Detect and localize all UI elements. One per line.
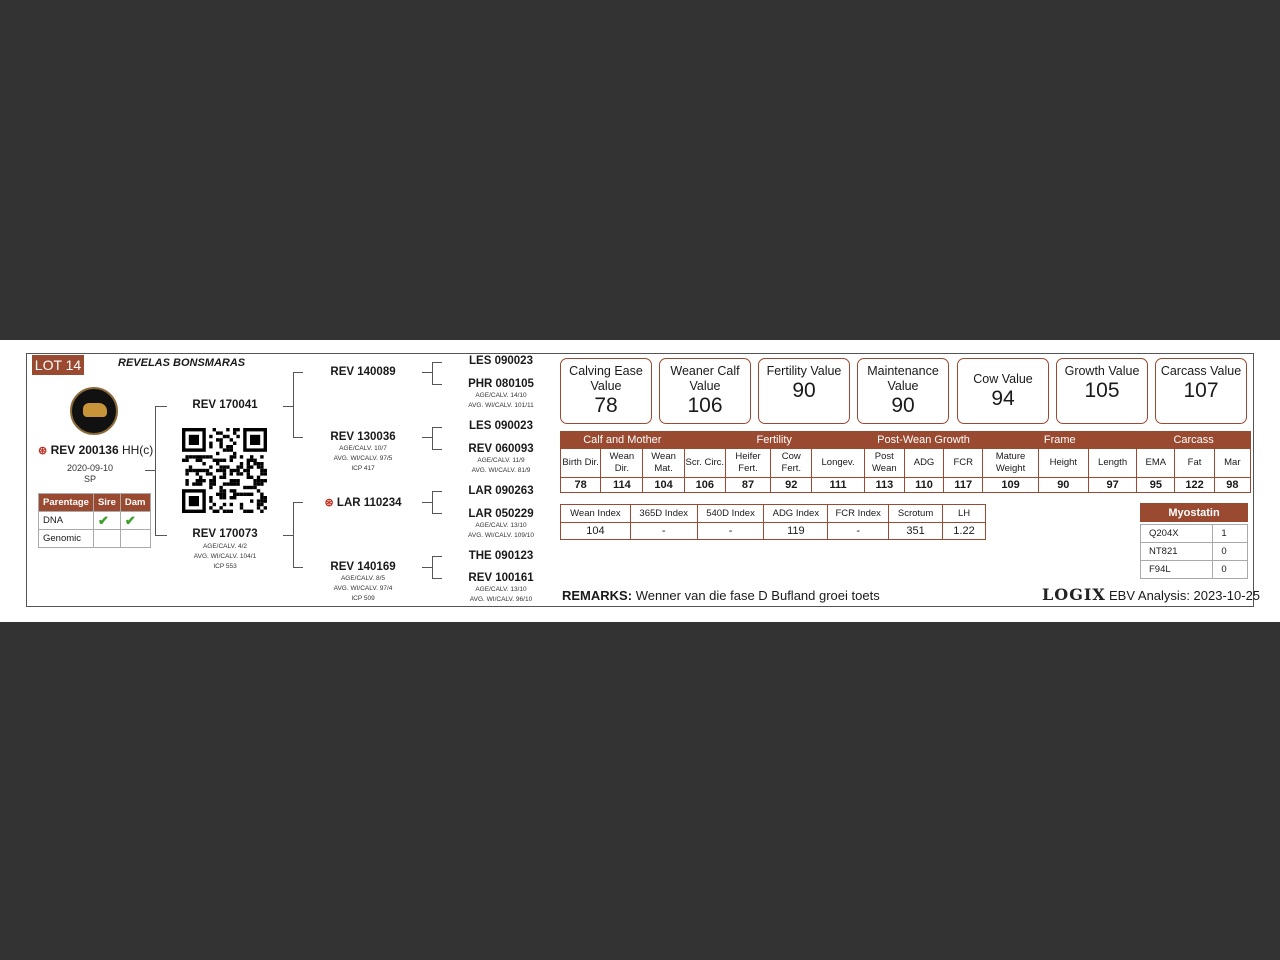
- sd-stats: AGE/CALV. 10/7 AVG. WI/CALV. 97/5 ICP 417: [333, 445, 393, 472]
- value-card-cow: Cow Value 94: [957, 358, 1049, 424]
- pedigree-line: [283, 406, 293, 407]
- sdd-stats: AGE/CALV. 11/9 AVG. WI/CALV. 81/9: [471, 457, 531, 474]
- ebv-trait-row: Birth Dir. Wean Dir. Wean Mat. Scr. Circ. Heifer Fert. Cow Fert. Longev. Post Wean ADG FCR Mature Weight Height Length EMA Fat Mar: [561, 449, 1251, 478]
- myostatin-row: F94L 0: [1141, 561, 1248, 579]
- ss-id: REV 140089: [330, 366, 396, 378]
- remarks: REMARKS: Wenner van die fase D Bufland groei toets: [562, 588, 880, 603]
- dds-id: THE 090123: [468, 550, 534, 562]
- dam-id: REV 170073: [192, 528, 258, 540]
- ebv-group-row: Calf and Mother Fertility Post-Wean Growth Frame Carcass: [561, 432, 1251, 449]
- pedigree-line: [432, 427, 442, 428]
- pedigree-line: [422, 567, 432, 568]
- sd-id: REV 130036: [330, 431, 396, 443]
- value-card-carcass: Carcass Value 107: [1155, 358, 1247, 424]
- ssd-id: PHR 080105: [468, 378, 534, 390]
- animal-id: ⊛ REV 200136 HH(c): [38, 443, 154, 457]
- pedigree-line: [432, 449, 442, 450]
- analysis-date: EBV Analysis: 2023-10-25: [1109, 588, 1261, 603]
- pedigree-line: [293, 372, 294, 438]
- dam-stats: AGE/CALV. 4/2 AVG. WI/CALV. 104/1 ICP 553: [193, 543, 257, 570]
- sds-id: LES 090023: [469, 420, 533, 432]
- index-table: [560, 504, 986, 540]
- dsd-id: LAR 050229: [468, 508, 534, 520]
- ssd-stats: AGE/CALV. 14/10 AVG. WI/CALV. 101/11: [468, 392, 534, 409]
- value-card-fertility: Fertility Value 90: [758, 358, 850, 424]
- registered-icon: ⊛: [38, 445, 48, 457]
- bull-icon: [83, 403, 107, 417]
- sire-id: REV 170041: [192, 399, 258, 411]
- pedigree-line: [432, 362, 433, 384]
- dd-stats: AGE/CALV. 8/5 AVG. WI/CALV. 97/4 ICP 509: [333, 575, 393, 602]
- pedigree-line: [432, 362, 442, 363]
- pedigree-line: [155, 406, 167, 407]
- breeder-logo: [70, 387, 118, 435]
- value-card-maintenance: Maintenance Value 90: [857, 358, 949, 424]
- pedigree-line: [432, 491, 433, 513]
- pedigree-line: [422, 437, 432, 438]
- dss-id: LAR 090263: [468, 485, 534, 497]
- pedigree-line: [432, 384, 442, 385]
- ds-id: ⊛ LAR 110234: [324, 497, 402, 509]
- pedigree-line: [293, 502, 303, 503]
- pedigree-line: [432, 556, 433, 578]
- myostatin-row: NT821 0: [1141, 543, 1248, 561]
- myostatin-row: Q204X 1: [1141, 525, 1248, 543]
- parentage-row: Genomic: [39, 530, 151, 548]
- sss-id: LES 090023: [469, 355, 533, 367]
- pedigree-line: [432, 578, 442, 579]
- pedigree-line: [293, 567, 303, 568]
- pedigree-line: [155, 406, 156, 536]
- parentage-row: DNA ✔ ✔: [39, 512, 151, 530]
- breeder-name: REVELAS BONSMARAS: [118, 357, 246, 369]
- pedigree-line: [422, 372, 432, 373]
- pedigree-line: [145, 470, 155, 471]
- pedigree-line: [432, 513, 442, 514]
- dd-id: REV 140169: [330, 561, 396, 573]
- animal-dob: 2020-09-10: [66, 463, 114, 473]
- animal-type: SP: [83, 474, 96, 484]
- pedigree-line: [422, 502, 432, 503]
- pedigree-line: [293, 437, 303, 438]
- check-icon: ✔: [120, 512, 150, 530]
- dsd-stats: AGE/CALV. 13/10 AVG. WI/CALV. 109/10: [468, 522, 534, 539]
- pedigree-line: [432, 427, 433, 449]
- pedigree-line: [293, 372, 303, 373]
- ebv-value-row: 78 114 104 106 87 92 111 113 110 117 109 90 97 95 122 98: [561, 478, 1251, 493]
- registered-icon: ⊛: [324, 497, 334, 509]
- index-label-row: Wean Index 365D Index 540D Index ADG Index FCR Index Scrotum LH: [561, 505, 986, 523]
- value-card-weaner-calf: Weaner Calf Value 106: [659, 358, 751, 424]
- pedigree-line: [283, 535, 293, 536]
- ebv-table: [560, 431, 1251, 493]
- myostatin-table: Myostatin Q204X 1 NT821 0 F94L 0: [1140, 503, 1248, 579]
- parentage-table: Parentage Sire Dam DNA ✔ ✔ Genomic: [38, 493, 151, 548]
- pedigree-line: [432, 556, 442, 557]
- pedigree-line: [155, 535, 167, 536]
- ddd-id: REV 100161: [468, 572, 534, 584]
- value-card-calving-ease: Calving Ease Value 78: [560, 358, 652, 424]
- index-value-row: 104 - - 119 - 351 1.22: [561, 523, 986, 540]
- pedigree-line: [293, 502, 294, 568]
- value-card-growth: Growth Value 105: [1056, 358, 1148, 424]
- pedigree-line: [432, 491, 442, 492]
- qr-code[interactable]: [182, 428, 267, 513]
- lot-badge: LOT 14: [32, 355, 84, 375]
- logix-logo: LOGIX: [1042, 585, 1106, 604]
- sdd-id: REV 060093: [468, 443, 534, 455]
- ddd-stats: AGE/CALV. 13/10 AVG. WI/CALV. 96/10: [469, 586, 533, 603]
- check-icon: ✔: [93, 512, 120, 530]
